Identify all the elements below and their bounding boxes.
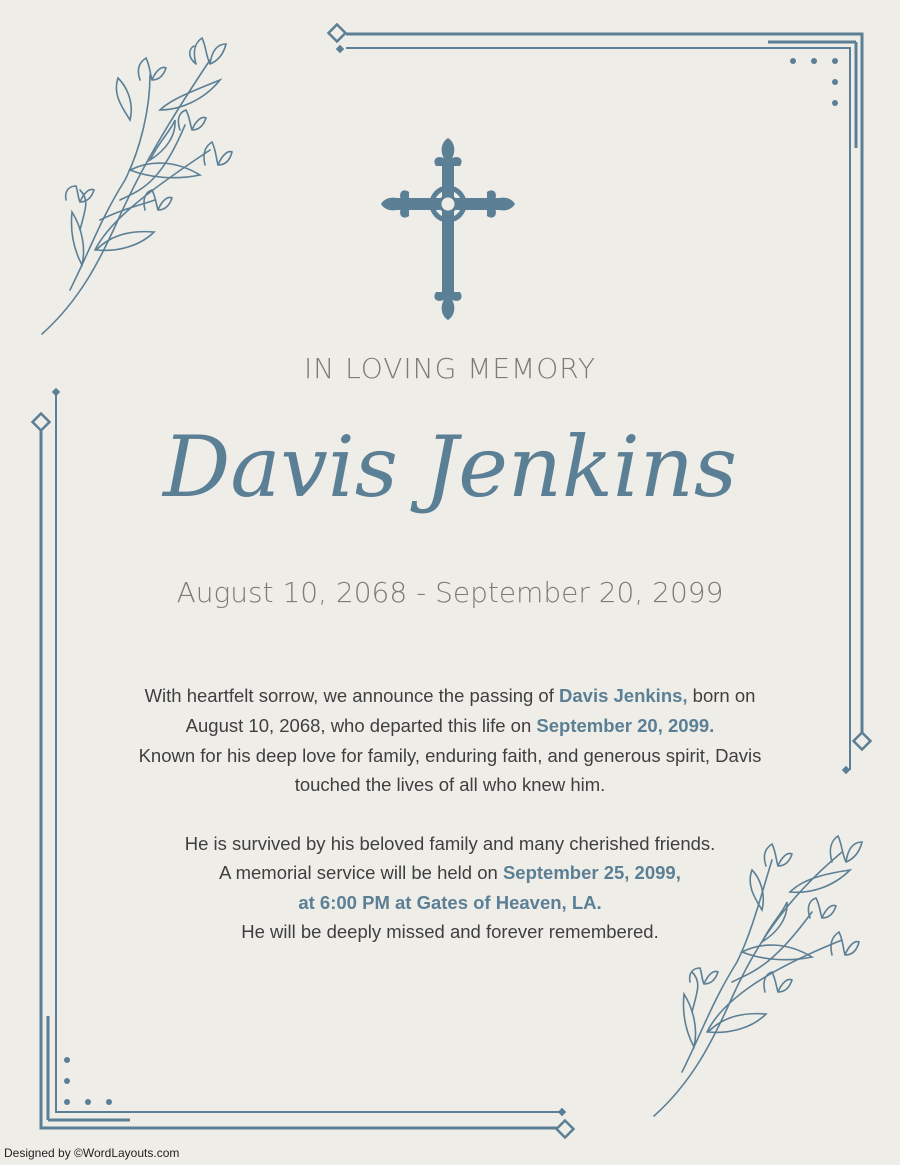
announcement-line-3: Known for his deep love for family, enduring faith, and generous spirit, Davis [138,745,762,766]
service-location: at 6:00 PM at Gates of Heaven, LA. [298,892,602,913]
highlight-date: September 20, 2099. [536,715,715,736]
deceased-name: Davis Jenkins [162,418,737,516]
announcement-line-4: touched the lives of all who knew him. [294,774,606,795]
highlight-service-date: September 25, 2099, [502,862,681,883]
announcement-line-2 [0,711,900,741]
text-segment: August 10, 2068, who departed this life on [185,715,537,736]
designer-credit: Designed by ©WordLayouts.com [4,1146,180,1160]
highlight-name: Davis Jenkins, [559,685,688,706]
text-segment: A memorial service will be held on [219,862,503,883]
memorial-subtitle: IN LOVING MEMORY [303,352,597,385]
text-segment: With heartfelt sorrow, we announce the passing of [144,685,559,706]
service-line-1: He is survived by his beloved family and many cherished friends. [184,833,716,854]
service-line-4: He will be deeply missed and forever remembered. [241,921,659,942]
service-line-2 [0,858,900,888]
text-segment: born on [687,685,756,706]
announcement-line-1 [0,681,900,711]
life-dates: August 10, 2068 - September 20, 2099 [176,576,724,609]
